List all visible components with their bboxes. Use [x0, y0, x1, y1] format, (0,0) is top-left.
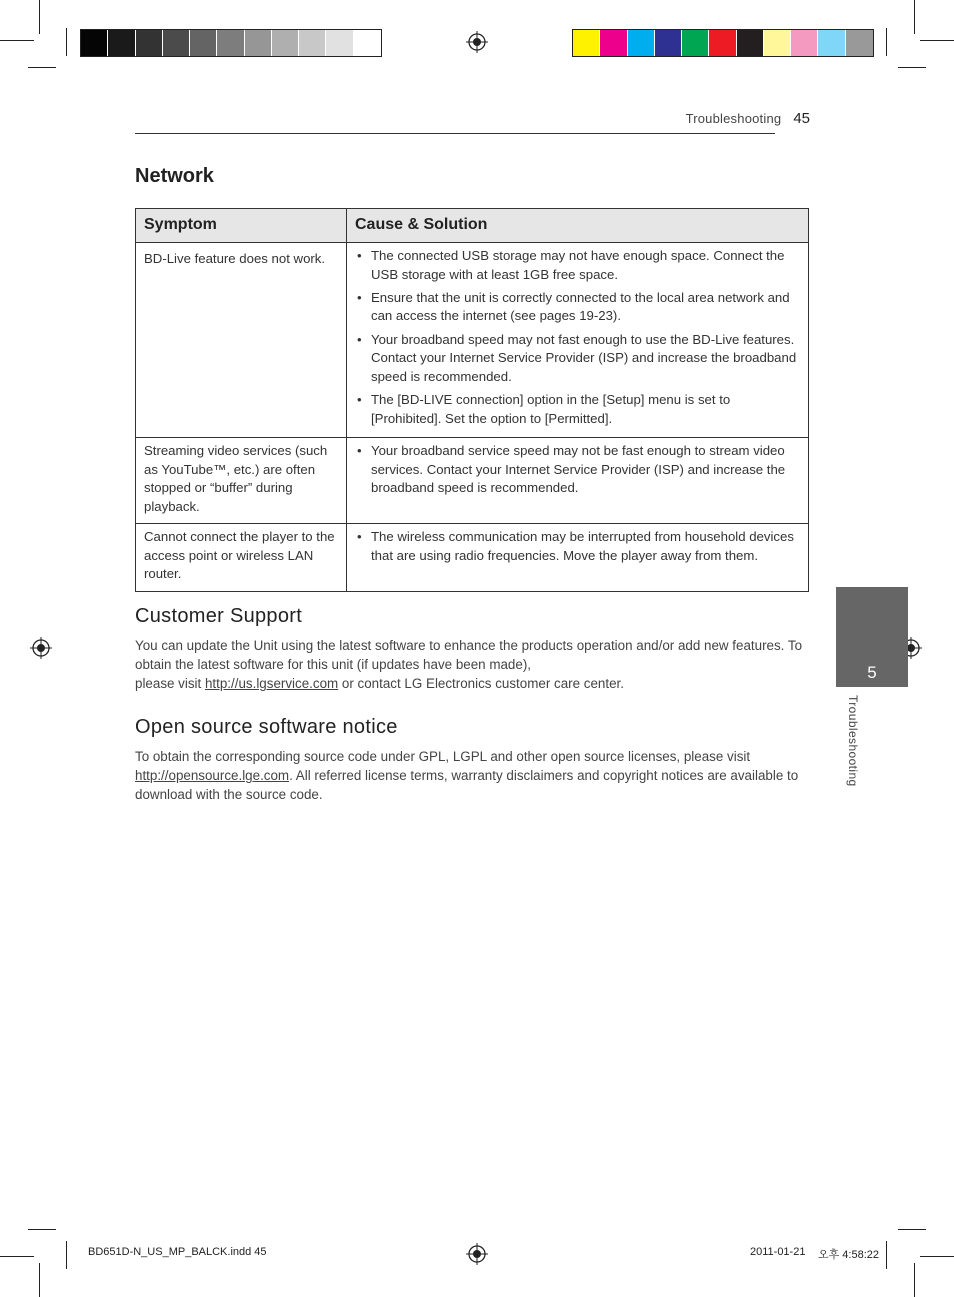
color-swatch — [846, 30, 873, 56]
support-text: You can update the Unit using the latest software to enhance the products operation and/or add new features. To obtain the latest software for this unit (if updates have been made), — [135, 638, 803, 673]
symptom-text: Cannot connect the player to the access point or wireless LAN router. — [144, 529, 335, 582]
customer-support-heading: Customer Support — [135, 605, 303, 627]
list-item: • The wireless communication may be interrupted from household devices that are using radio frequencies. Move the player away from them. — [357, 529, 794, 563]
process-color-bar — [572, 29, 874, 57]
crop-mark — [66, 1241, 67, 1269]
table-row — [136, 524, 809, 592]
symptom-text: Streaming video services (such as YouTube™, etc.) are often stopped or “buffer” during playback. — [144, 443, 328, 514]
solution-text: Your broadband speed may not fast enough to use the BD-Live features. Contact your Internet Service Provider (ISP) and increase the broadband speed is recommended. — [371, 331, 797, 384]
list-item: • Ensure that the unit is correctly connected to the local area network and can access the internet (see pages 19-23). — [357, 289, 790, 324]
solution-text: The [BD-LIVE connection] option in the [Setup] menu is set to [Prohibited]. Set the option to [Permitted]. — [371, 391, 731, 426]
gray-swatch — [108, 30, 135, 56]
crop-mark — [914, 1263, 915, 1297]
footer-file-name: BD651D-N_US_MP_BALCK.indd 45 — [88, 1246, 267, 1258]
footer-date: 2011-01-21 — [750, 1246, 806, 1258]
chapter-tab-label: Troubleshooting — [846, 695, 860, 787]
crop-mark — [39, 1263, 40, 1297]
gray-swatch — [81, 30, 108, 56]
grayscale-color-bar — [80, 29, 382, 57]
color-swatch — [709, 30, 736, 56]
network-troubleshooting-table — [135, 208, 809, 592]
color-swatch — [737, 30, 764, 56]
color-swatch — [764, 30, 791, 56]
color-swatch — [655, 30, 682, 56]
registration-mark-icon — [466, 31, 488, 53]
customer-support-paragraph — [135, 636, 805, 694]
crop-mark — [920, 1256, 954, 1257]
crop-mark — [28, 67, 56, 68]
crop-mark — [39, 0, 40, 34]
solution-text: Ensure that the unit is correctly connected to the local area network and can access the internet (see pages 19-23). — [371, 289, 790, 324]
page-number: 45 — [793, 110, 810, 127]
support-text: or contact LG Electronics customer care center. — [338, 676, 624, 692]
crop-mark — [914, 0, 915, 34]
list-item: • Your broadband speed may not fast enough to use the BD-Live features. Contact your Internet Service Provider (ISP) and increase the broadband speed is recommended. — [357, 331, 797, 384]
open-source-text: To obtain the corresponding source code under GPL, LGPL and other open source licenses, please visit — [135, 749, 751, 764]
crop-mark — [0, 40, 34, 41]
crop-mark — [898, 67, 926, 68]
crop-mark — [898, 1229, 926, 1230]
crop-mark — [920, 40, 954, 41]
gray-swatch — [326, 30, 353, 56]
crop-mark — [886, 1241, 887, 1269]
color-swatch — [628, 30, 655, 56]
footer-time: 오후 4:58:22 — [818, 1249, 880, 1261]
column-header-solution: Cause & Solution — [347, 209, 809, 243]
solution-cell — [347, 243, 809, 438]
support-text: please visit — [135, 676, 205, 692]
solution-text: The connected USB storage may not have enough space. Connect the USB storage with at least 1GB free space. — [371, 248, 785, 282]
solution-cell — [347, 438, 809, 524]
gray-swatch — [163, 30, 190, 56]
crop-mark — [886, 28, 887, 56]
gray-swatch — [136, 30, 163, 56]
gray-swatch — [299, 30, 326, 56]
header-section-title: Troubleshooting — [685, 111, 782, 126]
open-source-heading: Open source software notice — [135, 716, 398, 738]
lg-service-link[interactable]: http://us.lgservice.com — [204, 676, 339, 692]
header-rule — [135, 133, 775, 134]
symptom-cell — [136, 243, 347, 438]
crop-mark — [28, 1229, 56, 1230]
solution-cell — [347, 524, 809, 592]
solution-text: The wireless communication may be interrupted from household devices that are using radio frequencies. Move the player away from them. — [371, 529, 794, 563]
table-header-row — [136, 209, 809, 243]
symptom-cell — [136, 524, 347, 592]
gray-swatch — [354, 30, 381, 56]
gray-swatch — [217, 30, 244, 56]
opensource-link[interactable]: http://opensource.lge.com — [135, 768, 290, 784]
gray-swatch — [190, 30, 217, 56]
crop-mark — [0, 1256, 34, 1257]
registration-mark-icon — [466, 1243, 488, 1265]
running-header — [620, 110, 810, 127]
color-swatch — [791, 30, 818, 56]
open-source-text: . All referred license terms, warranty disclaimers and copyright notices are available to download with the source code. — [135, 768, 799, 803]
symptom-text: BD-Live feature does not work. — [144, 251, 326, 266]
table-row — [136, 438, 809, 524]
solution-text: Your broadband service speed may not be fast enough to stream video services. Contact your Internet Service Provider (ISP) and increase the broadband speed is recommended. — [371, 443, 786, 496]
registration-mark-icon — [30, 637, 52, 659]
color-swatch — [573, 30, 600, 56]
list-item: • The connected USB storage may not have enough space. Connect the USB storage with at least 1GB free space. — [357, 248, 785, 282]
list-item: • Your broadband service speed may not be fast enough to stream video services. Contact your Internet Service Provider (ISP) and increase the broadband speed is recommended. — [357, 443, 786, 496]
chapter-tab — [836, 587, 908, 687]
open-source-paragraph — [135, 747, 805, 805]
table-row — [136, 243, 809, 438]
color-swatch — [600, 30, 627, 56]
gray-swatch — [272, 30, 299, 56]
list-item: • The [BD-LIVE connection] option in the [Setup] menu is set to [Prohibited]. Set the option to [Permitted]. — [357, 391, 731, 426]
column-header-symptom: Symptom — [136, 209, 347, 243]
gray-swatch — [245, 30, 272, 56]
color-swatch — [818, 30, 845, 56]
network-heading: Network — [135, 165, 214, 187]
symptom-cell — [136, 438, 347, 524]
chapter-number: 5 — [867, 663, 877, 682]
crop-mark — [66, 28, 67, 56]
color-swatch — [682, 30, 709, 56]
